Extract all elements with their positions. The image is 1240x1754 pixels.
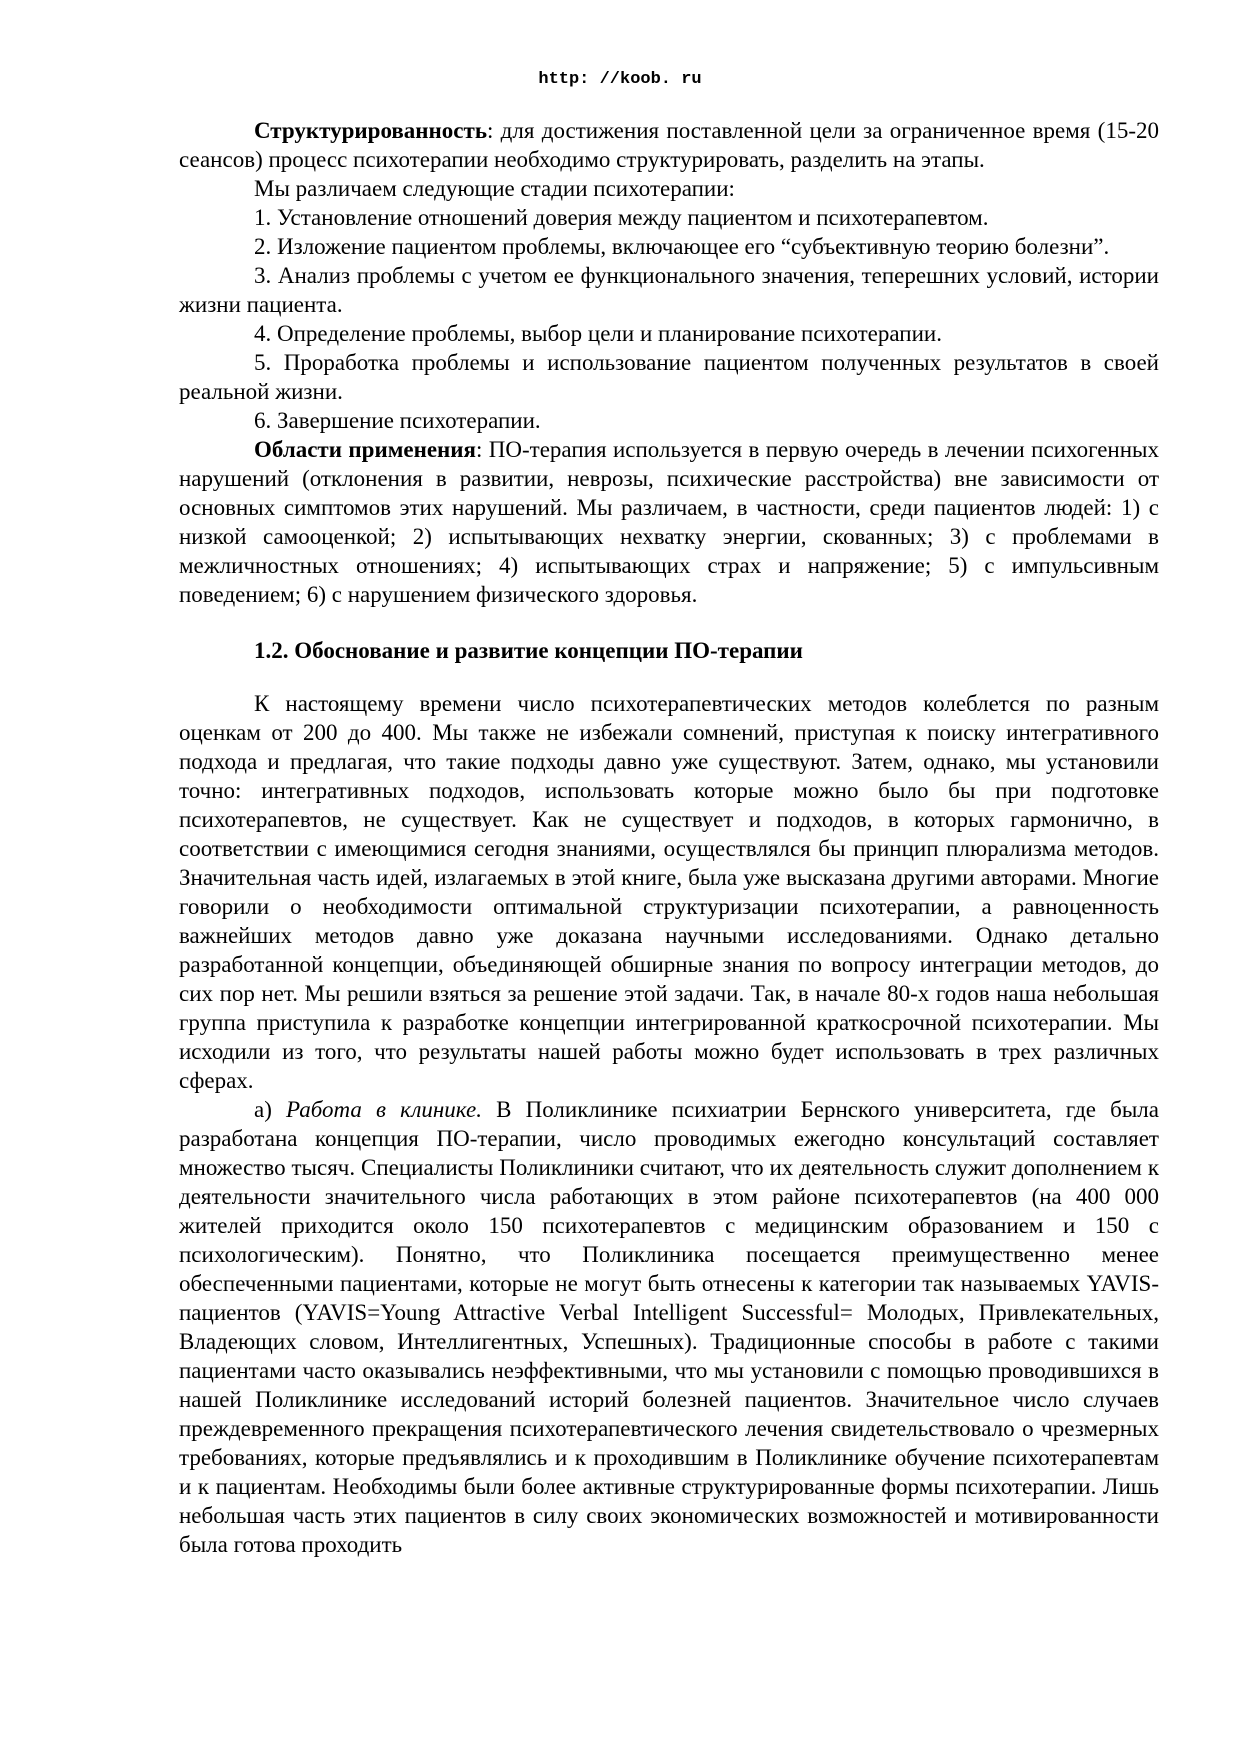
areas-term: Области применения bbox=[254, 437, 476, 462]
clinic-text: В Поликлинике психиатрии Бернского университета, где была разработана концепция ПО-терапии, число проводимых ежегодно консультаций составляет множество тысяч. Специалисты Поликлиники считают, что их деятельность служит дополнением к деятельности значительного числа работающих в этом районе психотерапевтов (на 400 000 жителей приходится около 150 психотерапевтов с медицинским образованием и 150 с психологическим). Понятно, что Поликлиника посещается преимущественно менее обеспеченными пациентами, которые не могут быть отнесены к категории так называемых YAVIS-пациентов (YAVIS=Young Attractive Verbal Intelligent Successful= Молодых, Привлекательных, Владеющих словом, Интеллигентных, Успешных). Традиционные способы в работе с такими пациентами часто оказывались неэффективными, что мы установили с помощью проводившихся в нашей Поликлинике исследований историй болезней пациентов. Значительное число случаев преждевременного прекращения психотерапевтического лечения свидетельствовало о чрезмерных требованиях, которые предъявлялись и к проходившим в Поликлинике обучение психотерапевтам и к пациентам. Необходимы были более активные структурированные формы психотерапии. Лишь небольшая часть этих пациентов в силу своих экономических возможностей и мотивированности была готова проходить bbox=[179, 1097, 1159, 1557]
areas-text: : ПО-терапия используется в первую очередь в лечении психогенных нарушений (отклонения в развитии, неврозы, психические расстройства) вне зависимости от основных симптомов этих нарушений. Мы различаем, в частности, среди пациентов людей: 1) с низкой самооценкой; 2) испытывающих нехватку энергии, скованных; 3) с проблемами в межличностных отношениях; 4) испытывающих страх и напряжение; 5) с импульсивным поведением; 6) с нарушением физического здоровья. bbox=[179, 437, 1159, 607]
structure-paragraph bbox=[179, 116, 1159, 174]
stage-item: 6. Завершение психотерапии. bbox=[254, 408, 541, 433]
stage-item: 4. Определение проблемы, выбор цели и планирование психотерапии. bbox=[254, 321, 942, 346]
stage-item: 2. Изложение пациентом проблемы, включающее его “субъективную теорию болезни”. bbox=[254, 234, 1110, 259]
stages-intro: Мы различаем следующие стадии психотерапии: bbox=[254, 176, 735, 201]
structure-term: Структурированность bbox=[254, 118, 487, 143]
stage-item: 5. Проработка проблемы и использование пациентом полученных результатов в своей реальной жизни. bbox=[179, 350, 1159, 404]
body-paragraph: К настоящему времени число психотерапевтических методов колеблется по разным оценкам от 200 до 400. Мы также не избежали сомнений, приступая к поиску интегративного подхода и предлагая, что такие подходы давно уже существуют. Затем, однако, мы установили точно: интегративных подходов, использовать которые можно было бы при подготовке психотерапевтов, не существует. Как не существует и подходов, в которых гармонично, в соответствии с имеющимися сегодня знаниями, осуществлялся бы принцип плюрализма методов. Значительная часть идей, излагаемых в этой книге, была уже высказана другими авторами. Многие говорили о необходимости оптимальной структуризации психотерапии, а равноценность важнейших методов давно уже доказана научными исследованиями. Однако детально разработанной концепции, объединяющей обширные знания по вопросу интеграции методов, до сих пор нет. Мы решили взяться за решение этой задачи. Так, в начале 80-х годов наша небольшая группа приступила к разработке концепции интегрированной краткосрочной психотерапии. Мы исходили из того, что результаты нашей работы можно будет использовать в трех различных сферах. bbox=[179, 691, 1159, 1093]
stage-item: 3. Анализ проблемы с учетом ее функционального значения, теперешних условий, истории жизни пациента. bbox=[179, 263, 1159, 317]
clinic-paragraph bbox=[179, 1095, 1159, 1559]
page-body bbox=[179, 116, 1159, 1559]
clinic-prefix: а) bbox=[254, 1097, 287, 1122]
header-url[interactable]: http: //koob. ru bbox=[538, 70, 702, 89]
section-heading: 1.2. Обоснование и развитие концепции ПО-терапии bbox=[254, 638, 803, 663]
stage-item: 1. Установление отношений доверия между пациентом и психотерапевтом. bbox=[254, 205, 989, 230]
areas-paragraph bbox=[179, 435, 1159, 609]
clinic-subheading: Работа в клинике. bbox=[286, 1097, 482, 1122]
structure-text: : для достижения поставленной цели за ограниченное время (15-20 сеансов) процесс психотерапии необходимо структурировать, разделить на этапы. bbox=[179, 118, 1159, 172]
